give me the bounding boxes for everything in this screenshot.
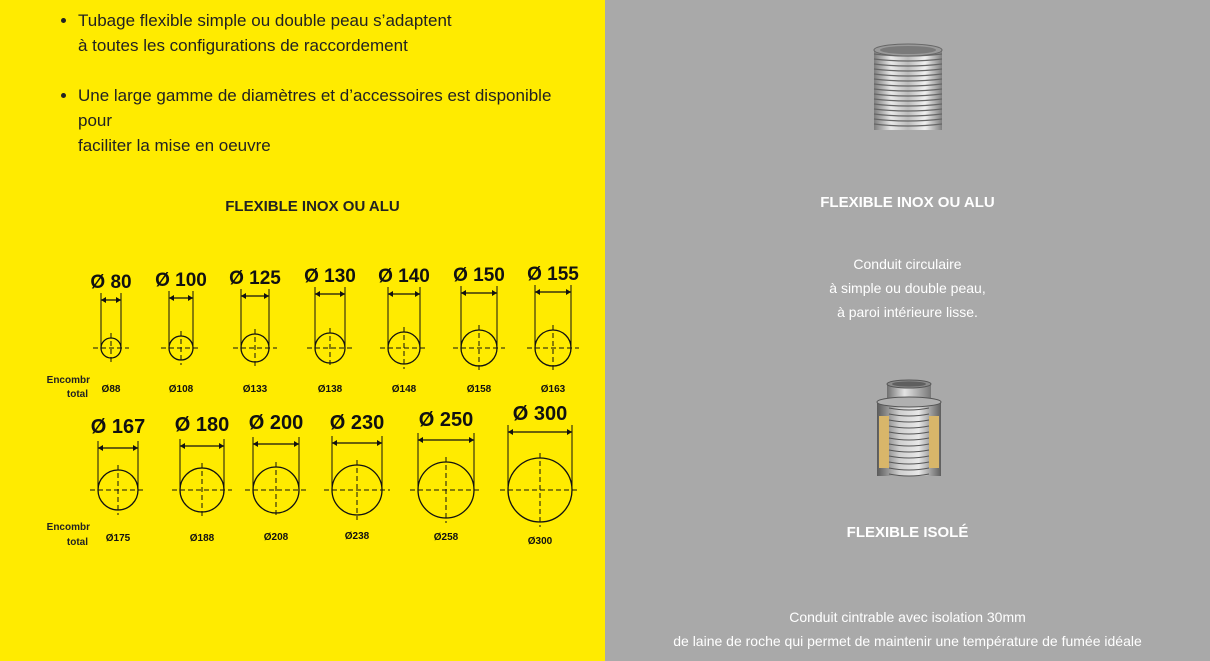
product-title-insulated: FLEXIBLE ISOLÉ <box>846 524 969 541</box>
dimension-arrowhead <box>461 290 466 296</box>
total-diameter-label: Ø163 <box>540 384 566 395</box>
dimension-arrowhead <box>188 295 193 301</box>
dimension-arrowhead <box>315 291 320 297</box>
diameter-label: Ø 155 <box>527 264 579 285</box>
dimension-arrowhead <box>253 441 258 447</box>
diameter-label: Ø 150 <box>453 265 505 286</box>
feature-line: faciliter la mise en oeuvre <box>78 136 271 155</box>
total-diameter-label: Ø188 <box>189 533 215 544</box>
total-diameter-label: Ø238 <box>344 531 370 542</box>
dimension-arrowhead <box>241 293 246 299</box>
dimension-arrowhead <box>116 297 121 303</box>
diameter-label: Ø 80 <box>90 272 132 293</box>
total-diameter-label: Ø158 <box>466 384 492 395</box>
dimension-arrowhead <box>377 440 382 446</box>
dimension-arrowhead <box>133 445 138 451</box>
feature-line: pour <box>78 111 113 130</box>
diameter-label: Ø 180 <box>174 414 230 436</box>
total-label: total <box>66 537 88 548</box>
feature-line: à toutes les configurations de raccordement <box>78 36 408 55</box>
dimension-arrowhead <box>535 289 540 295</box>
dimension-arrowhead <box>332 440 337 446</box>
dimension-arrowhead <box>418 437 423 443</box>
diameter-label: Ø 167 <box>90 416 146 438</box>
dimension-arrowhead <box>169 295 174 301</box>
diameter-label: Ø 125 <box>229 268 281 289</box>
dimension-arrowhead <box>388 291 393 297</box>
diameter-label: Ø 230 <box>329 412 385 434</box>
dimension-arrowhead <box>469 437 474 443</box>
diameter-label: Ø 250 <box>418 409 474 431</box>
dimension-arrowhead <box>219 443 224 449</box>
dimension-arrowhead <box>492 290 497 296</box>
total-diameter-label: Ø208 <box>263 532 289 543</box>
diameter-section-title: FLEXIBLE INOX OU ALU <box>225 198 400 215</box>
dimension-arrowhead <box>98 445 103 451</box>
dimension-arrowhead <box>180 443 185 449</box>
flexible-pipe-icon <box>870 42 946 138</box>
feature-line: • Tubage flexible simple ou double peau s’adaptent <box>78 11 452 30</box>
description-line: à simple ou double peau, <box>829 280 986 296</box>
dimension-arrowhead <box>566 289 571 295</box>
total-diameter-label: Ø108 <box>168 384 194 395</box>
total-diameter-label: Ø88 <box>101 384 121 395</box>
dimension-arrowhead <box>264 293 269 299</box>
description-line: de laine de roche qui permet de maintenir une température de fumée idéale <box>673 633 1142 649</box>
product-description-flexible <box>605 252 1210 324</box>
dimension-arrowhead <box>294 441 299 447</box>
insulated-pipe-icon <box>873 378 945 478</box>
total-diameter-label: Ø133 <box>242 384 268 395</box>
feature-line: • Une large gamme de diamètres et d’accessoires est disponible <box>78 86 552 105</box>
description-line: à paroi intérieure lisse. <box>837 304 978 320</box>
encombr-label: Encombr <box>46 375 90 386</box>
description-line: Conduit cintrable avec isolation 30mm <box>789 609 1026 625</box>
total-label: total <box>66 389 88 400</box>
total-diameter-label: Ø138 <box>317 384 343 395</box>
total-diameter-label: Ø175 <box>105 533 131 544</box>
description-line: Conduit circulaire <box>853 256 962 272</box>
total-diameter-label: Ø258 <box>433 532 459 543</box>
product-title-flexible: FLEXIBLE INOX OU ALU <box>820 194 995 211</box>
dimension-arrowhead <box>415 291 420 297</box>
diameter-label: Ø 300 <box>512 403 568 425</box>
diameter-label: Ø 130 <box>304 266 356 287</box>
diameter-label: Ø 140 <box>378 266 430 287</box>
diameter-label: Ø 100 <box>155 270 207 291</box>
total-diameter-label: Ø300 <box>527 536 553 547</box>
diameter-label: Ø 200 <box>248 412 304 434</box>
dimension-arrowhead <box>508 429 513 435</box>
encombr-label: Encombr <box>46 522 90 533</box>
dimension-arrowhead <box>567 429 572 435</box>
dimension-arrowhead <box>340 291 345 297</box>
right-panel <box>605 0 1210 661</box>
dimension-arrowhead <box>101 297 106 303</box>
total-diameter-label: Ø148 <box>391 384 417 395</box>
product-description-insulated <box>605 605 1210 653</box>
